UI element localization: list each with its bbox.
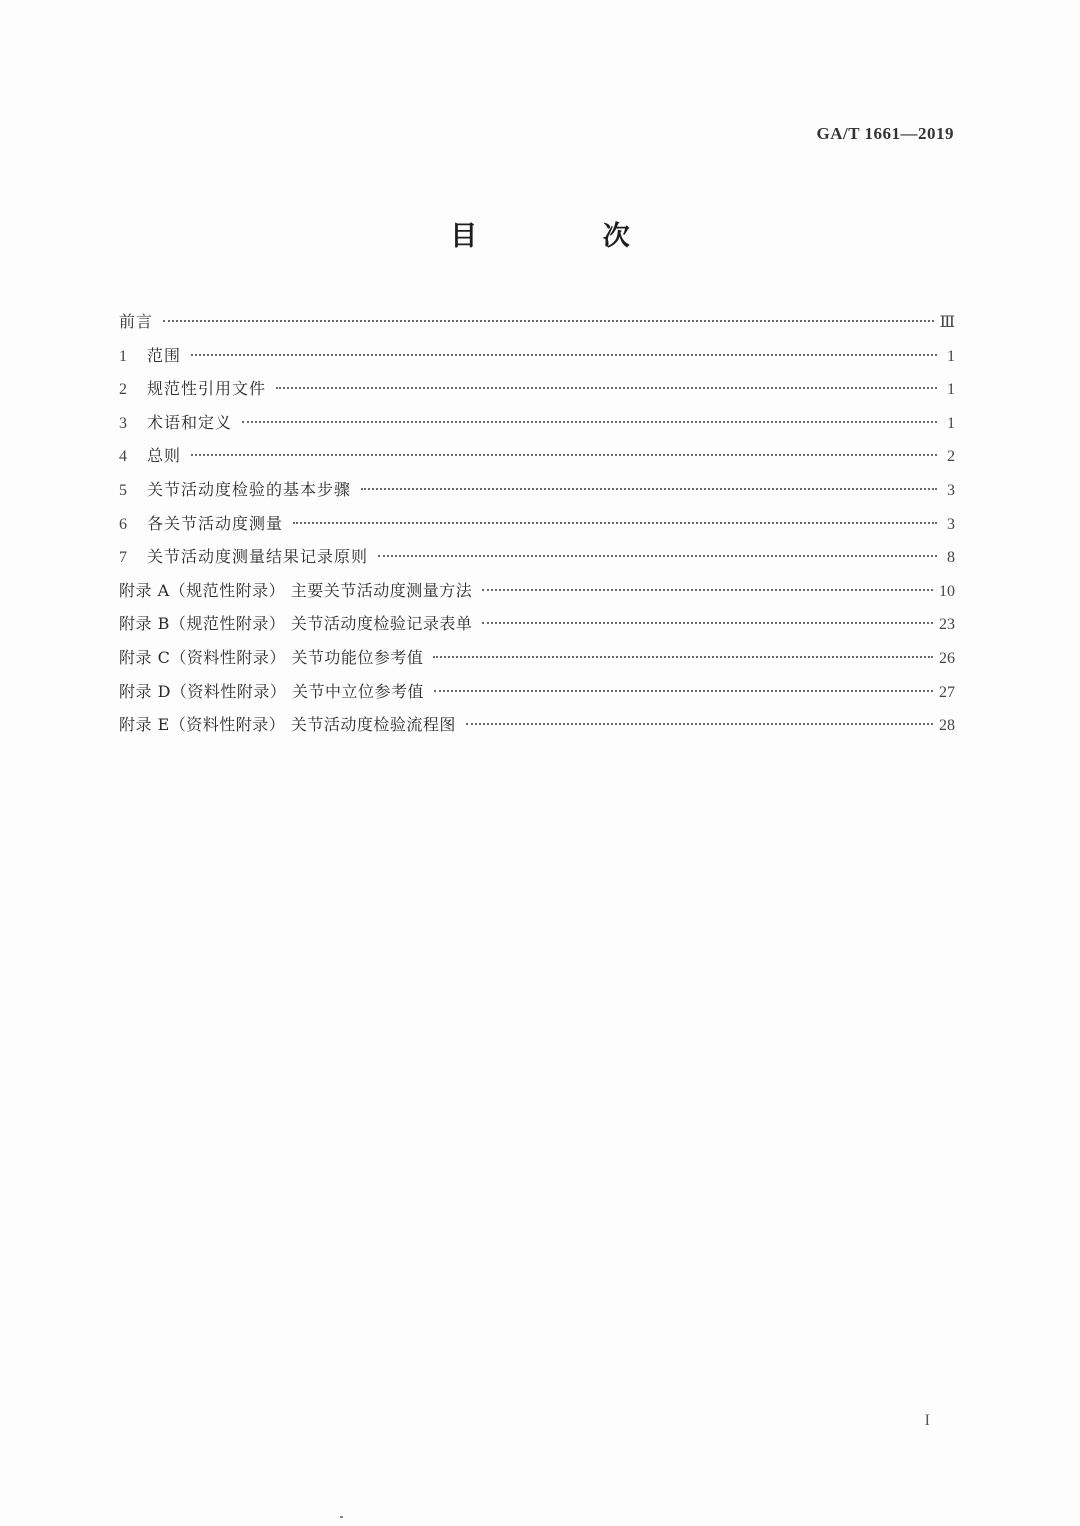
- dot-leader: [276, 387, 937, 389]
- toc-entry-page: 3: [947, 515, 955, 533]
- page-number: I: [924, 1412, 930, 1429]
- toc-entry[interactable]: [119, 305, 955, 339]
- toc-entry-page: 23: [939, 616, 955, 634]
- toc-entry-page: 8: [947, 549, 955, 567]
- toc-entry-title: 范围: [147, 345, 182, 365]
- standard-code: GA/T 1661—2019: [816, 124, 954, 143]
- toc-entry-page: 27: [939, 683, 955, 701]
- toc-entry-title: 术语和定义: [147, 412, 233, 432]
- dot-leader: [293, 522, 937, 524]
- toc-entry-page: 2: [947, 448, 955, 466]
- toc-entry-title: 规范性引用文件: [147, 379, 267, 399]
- toc-entry-title: 前言: [119, 312, 154, 331]
- toc-entry-page: 26: [939, 649, 955, 667]
- toc-entry[interactable]: [119, 540, 955, 574]
- toc-entry[interactable]: [119, 473, 955, 507]
- toc-entry-page: 1: [947, 414, 955, 432]
- toc-entry-page: 1: [947, 381, 955, 399]
- dot-leader: [242, 421, 937, 423]
- toc-entry-page: 10: [939, 582, 955, 600]
- page-title: 目 次: [450, 221, 688, 252]
- dot-leader: [466, 723, 933, 725]
- toc-entry[interactable]: [119, 607, 955, 641]
- toc-entry-title: 总则: [147, 446, 182, 466]
- toc-entry-number: 4: [119, 448, 127, 466]
- dot-leader: [378, 555, 937, 557]
- toc-entry-number: 2: [119, 381, 127, 399]
- table-of-contents: [119, 305, 955, 742]
- toc-entry[interactable]: [119, 507, 955, 541]
- toc-entry-title: 附录 D（资料性附录） 关节中立位参考值: [119, 681, 425, 701]
- toc-entry-number: 7: [119, 549, 127, 567]
- dot-leader: [163, 320, 934, 322]
- toc-entry[interactable]: [119, 708, 955, 742]
- toc-entry-page: Ⅲ: [939, 314, 955, 331]
- toc-entry-number: 6: [119, 515, 127, 533]
- toc-entry-title: 关节活动度检验的基本步骤: [147, 479, 352, 499]
- toc-entry[interactable]: [119, 439, 955, 473]
- toc-entry-number: 1: [119, 347, 127, 365]
- toc-entry-title: 各关节活动度测量: [147, 513, 284, 533]
- toc-entry-page: 28: [939, 717, 955, 735]
- toc-entry-title: 附录 E（资料性附录） 关节活动度检验流程图: [119, 715, 456, 735]
- toc-entry[interactable]: [119, 339, 955, 373]
- dot-leader: [482, 589, 933, 591]
- toc-entry-title: 关节活动度测量结果记录原则: [147, 547, 369, 567]
- toc-entry-number: 5: [119, 481, 127, 499]
- dot-leader: [433, 656, 933, 658]
- toc-entry[interactable]: [119, 372, 955, 406]
- toc-entry-title: 附录 A（规范性附录） 主要关节活动度测量方法: [119, 580, 473, 600]
- dot-leader: [191, 454, 937, 456]
- toc-entry[interactable]: [119, 641, 955, 675]
- dot-leader: [482, 622, 933, 624]
- toc-entry-title: 附录 B（规范性附录） 关节活动度检验记录表单: [119, 614, 473, 634]
- toc-entry[interactable]: [119, 675, 955, 709]
- toc-entry[interactable]: [119, 574, 955, 608]
- toc-entry-number: 3: [119, 414, 127, 432]
- dot-leader: [191, 354, 937, 356]
- toc-entry-page: 3: [947, 481, 955, 499]
- toc-entry-page: 1: [947, 347, 955, 365]
- scan-artifact: [340, 1516, 343, 1518]
- dot-leader: [361, 488, 937, 490]
- toc-entry[interactable]: [119, 406, 955, 440]
- dot-leader: [434, 690, 933, 692]
- toc-entry-title: 附录 C（资料性附录） 关节功能位参考值: [119, 647, 424, 667]
